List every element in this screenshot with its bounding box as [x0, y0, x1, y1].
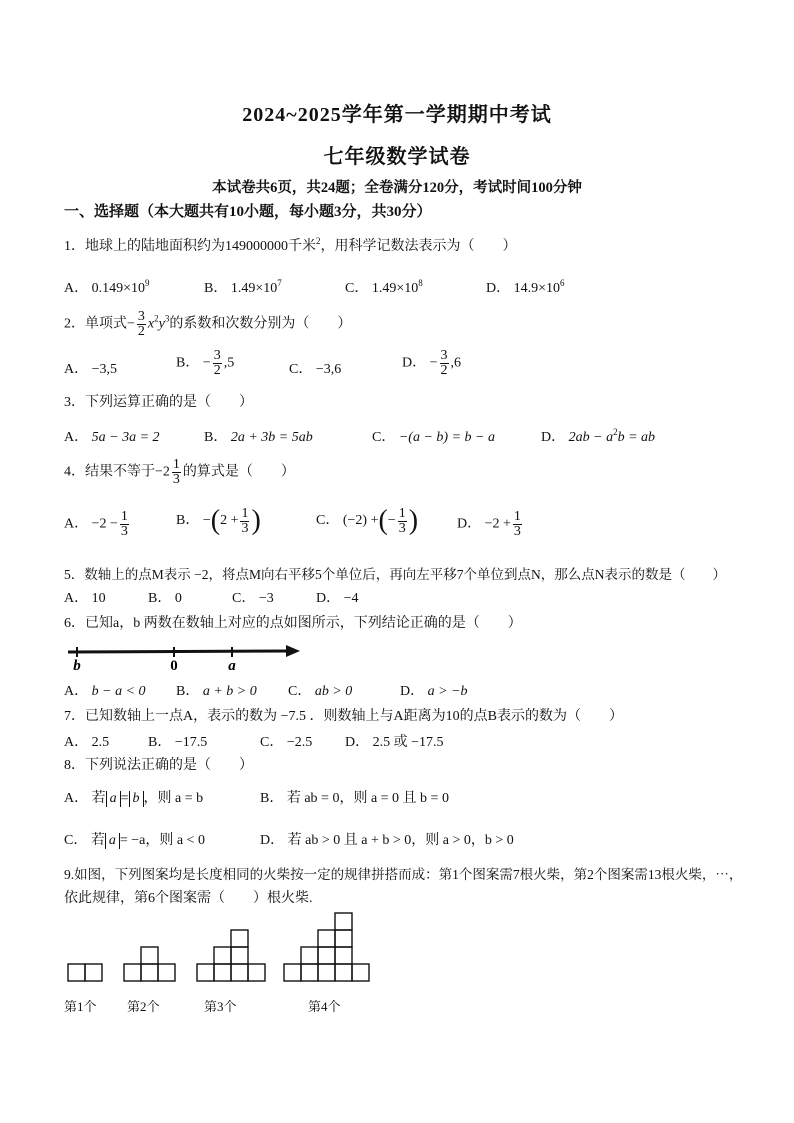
number-line-figure — [64, 640, 304, 672]
question-3-option-c: C． −(a − b) = b − a — [372, 430, 495, 445]
axis-label-a: a — [228, 658, 236, 672]
fraction: $\frac{1}{3}$ — [513, 509, 521, 539]
pattern-caption-4: 第4个 — [308, 999, 341, 1014]
pattern-3 — [197, 930, 265, 981]
exam-note: 本试卷共6页，共24题；全卷满分120分，考试时间100分钟 — [212, 180, 582, 196]
question-5-option-a: A． 10 — [64, 591, 106, 606]
pattern-caption-3: 第3个 — [204, 999, 237, 1014]
question-1-option-a: A． $0.149\times 10^9$ — [64, 278, 150, 296]
fraction: $\frac{1}{3}$ — [120, 509, 128, 539]
question-6-option-c: C． ab > 0 — [288, 684, 353, 699]
question-8-option-a: A． 若 a = b ，则 a = b — [64, 791, 204, 806]
question-2-option-c: C． −3,6 — [289, 362, 342, 377]
question-9-stem-line2: 依此规律，第6个图案需（ ）根火柴. — [64, 891, 313, 906]
question-9-stem-line1: 9.如图，下列图案均是长度相同的火柴按一定的规律拼搭而成：第1个图案需7根火柴，第2个图案需13根火柴，⋯， — [64, 867, 743, 882]
question-8-option-b: B． 若 ab = 0，则 a = 0 且 b = 0 — [260, 791, 449, 806]
axis-label-b: b — [73, 658, 81, 672]
question-8-stem: 8．下列说法正确的是（ ） — [64, 758, 253, 773]
question-2-option-b: B． − $\frac{3}{2}$ ,5 — [176, 348, 235, 378]
question-4-option-d: D． −2 + $\frac{1}{3}$ — [457, 509, 521, 539]
pattern-2 — [124, 947, 175, 981]
axis-label-zero: 0 — [170, 658, 178, 672]
question-1-option-b: B． $1.49\times 10^7$ — [204, 278, 282, 296]
fraction: $\frac{1}{3}$ — [241, 505, 249, 536]
fraction: $\frac{1}{3}$ — [398, 505, 406, 536]
question-6-stem: 6．已知a，b 两数在数轴上对应的点如图所示，下列结论正确的是（ ） — [64, 616, 522, 631]
question-5-option-b: B． 0 — [148, 591, 182, 606]
fraction: $\frac{3}{2}$ — [137, 309, 145, 339]
question-4-stem: 4．结果不等于−2 $\frac{1}{3}$ 的算式是（ ） — [64, 457, 295, 487]
question-3-option-a: A． 5a − 3a = 2 — [64, 430, 160, 445]
exam-title: 2024~2025学年第一学期期中考试 — [242, 104, 552, 126]
question-1-stem: 1．地球上的陆地面积约为149000000千米$^2$，用科学记数法表示为（ ） — [64, 236, 517, 254]
question-2-option-a: A． −3,5 — [64, 362, 118, 377]
matchstick-patterns-figure — [64, 908, 384, 988]
question-7-option-d: D． 2.5 或 −17.5 — [345, 735, 444, 750]
fraction: $\frac{1}{3}$ — [172, 457, 180, 487]
question-7-option-b: B． −17.5 — [148, 735, 208, 750]
question-5-option-d: D． −4 — [316, 591, 359, 606]
fraction: $\frac{3}{2}$ — [440, 348, 448, 378]
pattern-4 — [284, 913, 369, 981]
question-2-stem: 2．单项式− $\frac{3}{2}$ $x^2y^3$的系数和次数分别为（ ） — [64, 309, 352, 339]
question-4-option-b: B． −(2 + $\frac{1}{3}$ ) — [176, 505, 261, 536]
exam-subtitle: 七年级数学试卷 — [323, 146, 471, 168]
question-1-option-c: C． $1.49\times 10^8$ — [345, 278, 423, 296]
section-heading: 一、选择题（本大题共有10小题，每小题3分，共30分） — [64, 204, 432, 220]
question-7-stem: 7．已知数轴上一点A，表示的数为 −7.5 ．则数轴上与A距离为10的点B表示的数为（ ） — [64, 709, 623, 724]
question-2-option-d: D． − $\frac{3}{2}$ ,6 — [402, 348, 462, 378]
question-1-option-d: D． $14.9\times 10^6$ — [486, 278, 565, 296]
question-8-option-d: D． 若 ab > 0 且 a + b > 0，则 a > 0，b > 0 — [260, 833, 514, 848]
question-8-option-c: C． 若 a = −a，则 a < 0 — [64, 833, 205, 848]
pattern-1 — [68, 964, 102, 981]
question-5-stem: 5．数轴上的点M表示 −2，将点M向右平移5个单位后，再向左平移7个单位到点N，那么点N表示的数是（ ） — [64, 567, 726, 582]
question-7-option-a: A． 2.5 — [64, 735, 110, 750]
question-6-option-a: A． b − a < 0 — [64, 684, 146, 699]
pattern-caption-1: 第1个 — [64, 999, 97, 1014]
question-7-option-c: C． −2.5 — [260, 735, 313, 750]
question-5-option-c: C． −3 — [232, 591, 274, 606]
question-3-option-d: D． $2ab - a^2b$ = ab — [541, 427, 656, 445]
question-3-option-b: B． 2a + 3b = 5ab — [204, 430, 313, 445]
pattern-caption-2: 第2个 — [127, 999, 160, 1014]
question-4-option-c: C． (−2) +(− $\frac{1}{3}$ ) — [316, 505, 419, 536]
question-6-option-b: B． a + b > 0 — [176, 684, 257, 699]
question-3-stem: 3．下列运算正确的是（ ） — [64, 395, 253, 410]
fraction: $\frac{3}{2}$ — [213, 348, 221, 378]
question-6-option-d: D． a > −b — [400, 684, 468, 699]
question-4-option-a: A． −2 − $\frac{1}{3}$ — [64, 509, 128, 539]
